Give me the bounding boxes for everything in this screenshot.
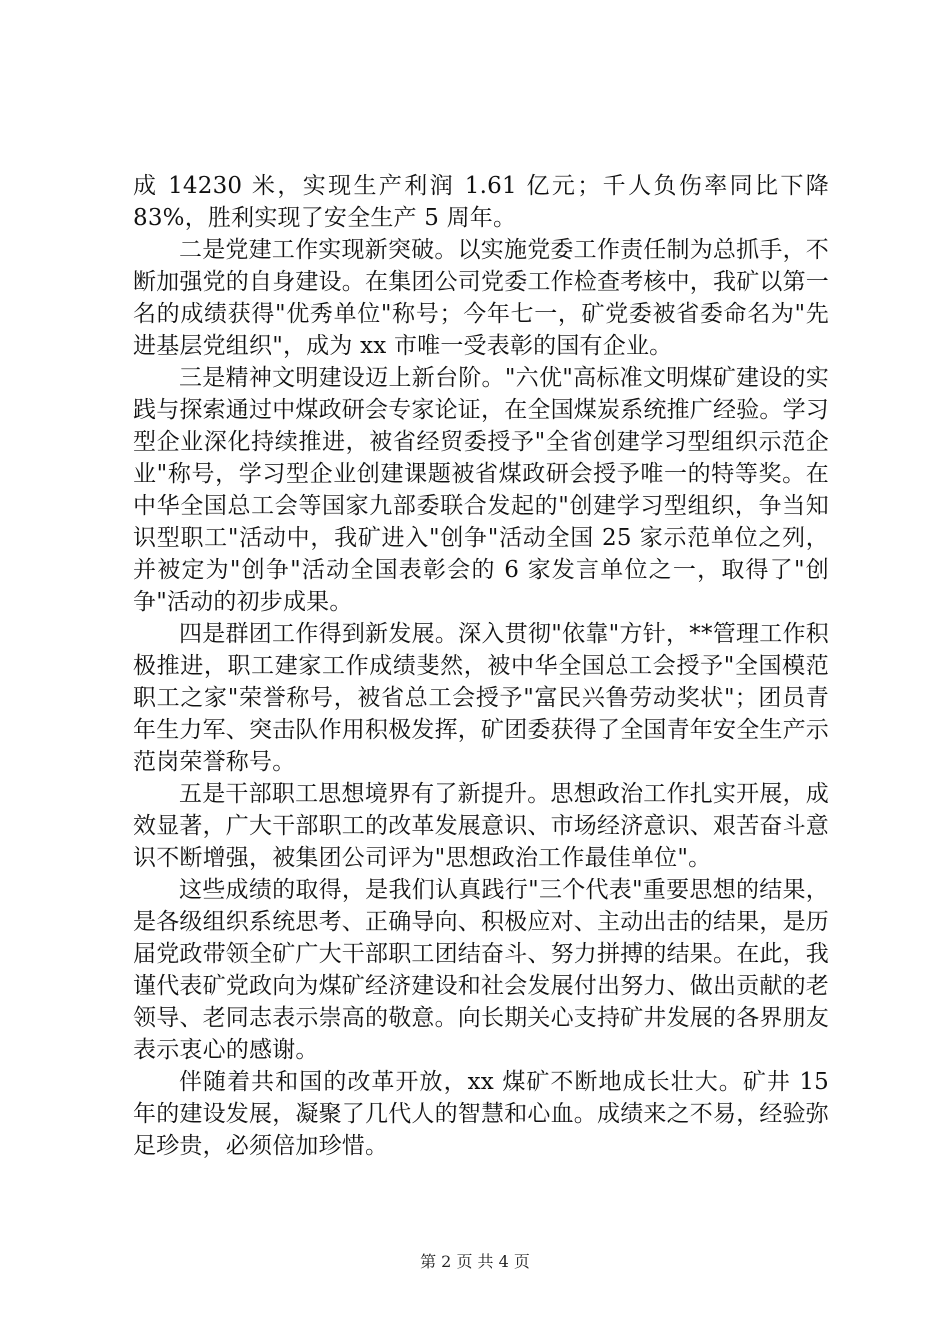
paragraph-spiritual-civilization: 三是精神文明建设迈上新台阶。"六优"高标准文明煤矿建设的实践与探索通过中煤政研会专家论证，在全国煤炭系统推广经验。学习型企业深化持续推进，被省经贸委授予"全省创建学习型组织示范企业"称号，学习型企业创建课题被省煤政研会授予唯一的特等奖。在中华全国总工会等国家九部委联合发起的"创建学习型组织，争当知识型职工"活动中，我矿进入"创争"活动全国 25 家示范单位之列，并被定为"创争"活动全国表彰会的 6 家发言单位之一，取得了"创争"活动的初步成果。 (133, 365, 829, 615)
paragraph-development: 伴随着共和国的改革开放，xx 煤矿不断地成长壮大。矿井 15 年的建设发展，凝聚了几代人的智慧和心血。成绩来之不易，经验弥足珍贵，必须倍加珍惜。 (133, 1069, 829, 1159)
paragraph-party-building: 二是党建工作实现新突破。以实施党委工作责任制为总抓手，不断加强党的自身建设。在集团公司党委工作检查考核中，我矿以第一名的成绩获得"优秀单位"称号；今年七一，矿党委被省委命名为"先进基层党组织"，成为 xx 市唯一受表彰的国有企业。 (133, 237, 829, 359)
paragraph-continuation: 成 14230 米，实现生产利润 1.61 亿元；千人负伤率同比下降 83%，胜利实现了安全生产 5 周年。 (133, 173, 829, 231)
paragraph-achievements: 这些成绩的取得，是我们认真践行"三个代表"重要思想的结果，是各级组织系统思考、正确导向、积极应对、主动出击的结果，是历届党政带领全矿广大干部职工团结奋斗、努力拼搏的结果。在此，我谨代表矿党政向为煤矿经济建设和社会发展付出努力、做出贡献的老领导、老同志表示崇高的敬意。向长期关心支持矿井发展的各界朋友表示衷心的感谢。 (133, 877, 829, 1063)
paragraph-ideological-work: 五是干部职工思想境界有了新提升。思想政治工作扎实开展，成效显著，广大干部职工的改革发展意识、市场经济意识、艰苦奋斗意识不断增强，被集团公司评为"思想政治工作最佳单位"。 (133, 781, 829, 871)
document-body (133, 170, 829, 1162)
paragraph-mass-organizations: 四是群团工作得到新发展。深入贯彻"依靠"方针，**管理工作积极推进，职工建家工作成绩斐然，被中华全国总工会授予"全国模范职工之家"荣誉称号，被省总工会授予"富民兴鲁劳动奖状"；团员青年生力军、突击队作用积极发挥，矿团委获得了全国青年安全生产示范岗荣誉称号。 (133, 621, 829, 775)
page-number-footer: 第 2 页 共 4 页 (420, 1252, 530, 1271)
